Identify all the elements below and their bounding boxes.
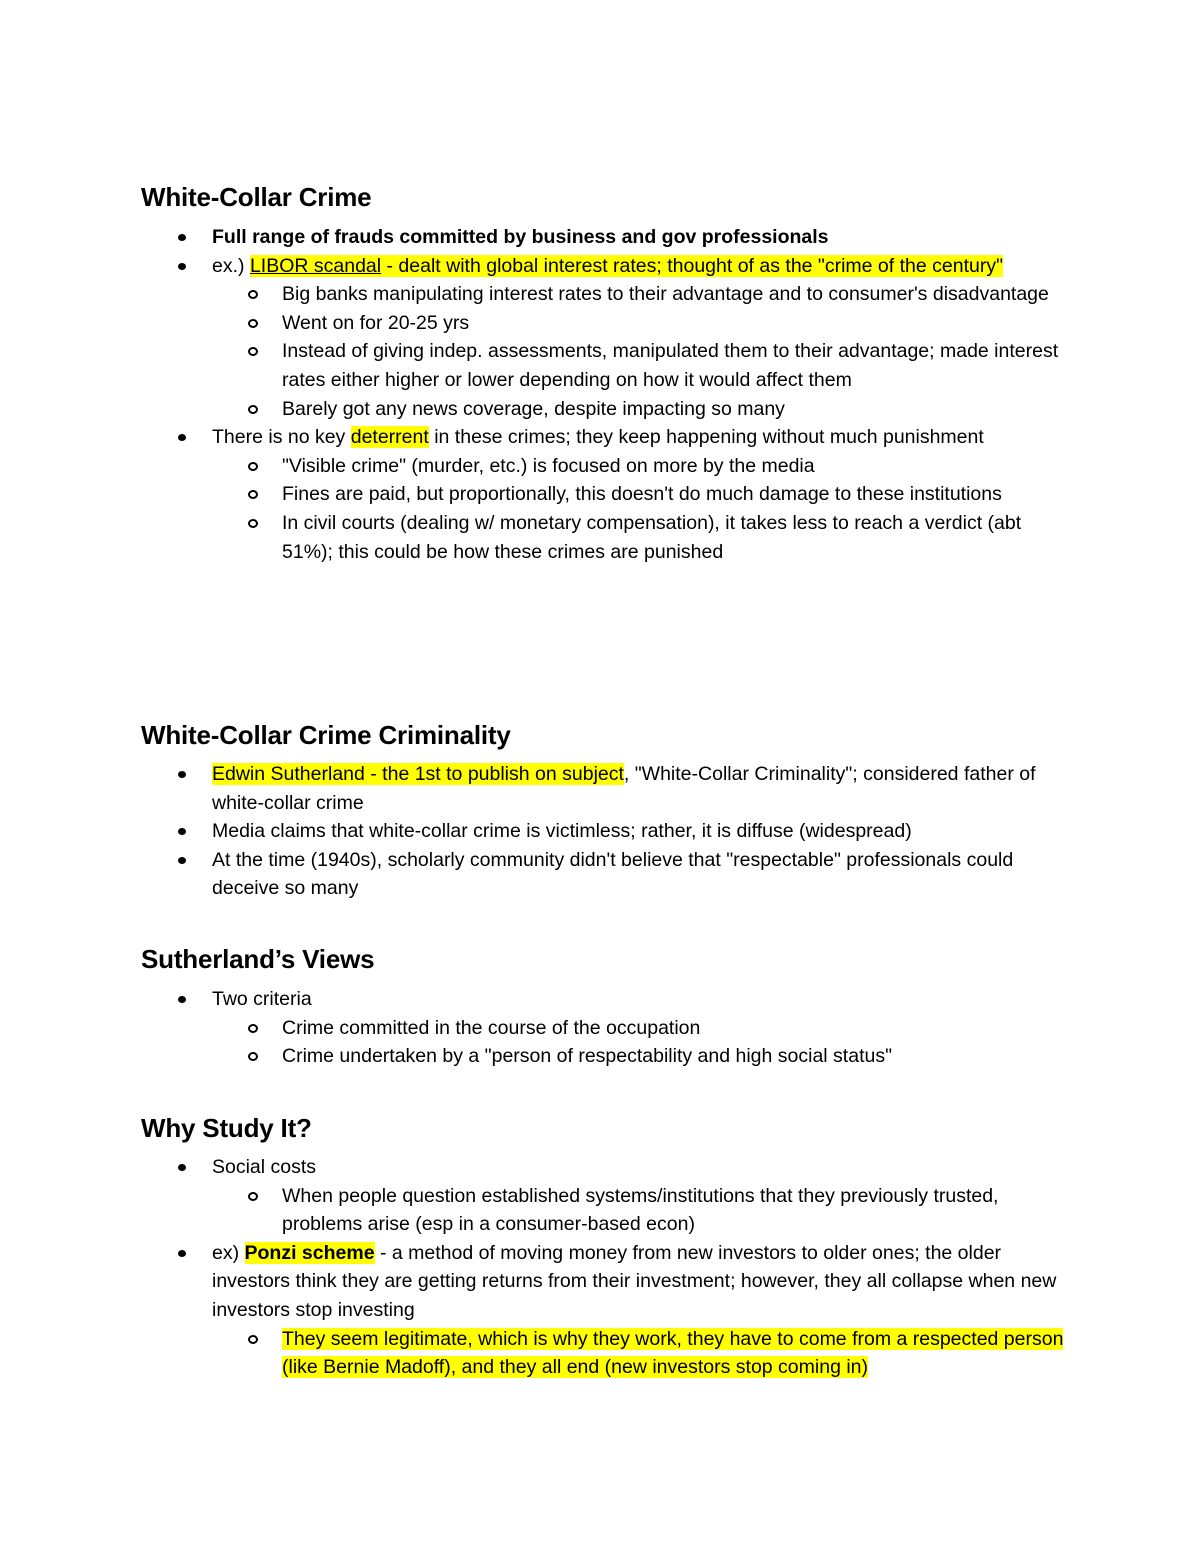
circle-bullet-icon <box>248 519 258 528</box>
list-subitem <box>0 480 1072 509</box>
list-item-text: At the time (1940s), scholarly community didn't believe that "respectable" professionals could deceive so many <box>212 848 1014 900</box>
highlighted-text: Edwin Sutherland - the 1st to publish on subject <box>212 763 624 785</box>
list-subitem <box>0 1042 1072 1071</box>
bullet-icon <box>178 771 186 778</box>
circle-bullet-icon <box>248 490 258 499</box>
list-subitem <box>0 337 1072 394</box>
circle-bullet-icon <box>248 1192 258 1201</box>
list-item-prefix: ex) <box>212 1241 245 1264</box>
circle-bullet-icon <box>248 1052 258 1061</box>
circle-bullet-icon <box>248 1335 258 1344</box>
section-list-sutherlands-views <box>0 985 1200 1071</box>
list-item <box>0 1239 1072 1325</box>
list-subitem-text: Big banks manipulating interest rates to their advantage and to consumer's disadvantage <box>282 283 1049 306</box>
list-item-text: , "White-Collar Criminality"; considered father of white-collar crime <box>212 763 1036 814</box>
circle-bullet-icon <box>248 462 258 471</box>
section-list-white-collar-crime <box>0 223 1200 566</box>
list-subitem <box>0 1182 1072 1239</box>
bullet-icon <box>178 234 186 241</box>
list-item-text: in these crimes; they keep happening without much punishment <box>428 426 984 449</box>
list-item <box>0 817 1072 846</box>
list-subitem-text: In civil courts (dealing w/ monetary compensation), it takes less to reach a verdict (abt 51%); this could be how these crimes are punished <box>282 511 1022 563</box>
list-subitem-text: "Visible crime" (murder, etc.) is focused on more by the media <box>282 454 815 477</box>
libor-scandal-link[interactable]: LIBOR scandal <box>249 254 382 277</box>
bullet-icon <box>178 263 186 270</box>
circle-bullet-icon <box>248 319 258 328</box>
list-subitem <box>0 1014 1072 1043</box>
list-subitem-text: When people question established systems/institutions that they previously trusted, problems arise (esp in a consumer-based econ) <box>282 1184 999 1236</box>
highlighted-text: deterrent <box>350 426 429 449</box>
bullet-icon <box>178 996 186 1003</box>
list-subitem <box>0 509 1072 566</box>
list-item <box>0 1153 1072 1182</box>
list-subitem <box>0 309 1072 338</box>
ponzi-scheme-term: Ponzi scheme <box>244 1241 375 1264</box>
list-subitem <box>0 452 1072 481</box>
circle-bullet-icon <box>248 290 258 299</box>
section-list-why-study-it <box>0 1153 1200 1382</box>
list-item <box>0 252 1072 281</box>
list-subitem <box>0 280 1072 309</box>
list-subitem-text: Went on for 20-25 yrs <box>282 311 470 334</box>
section-list-criminality <box>0 760 1200 903</box>
circle-bullet-icon <box>248 1024 258 1033</box>
list-item-prefix: There is no key <box>212 426 351 449</box>
list-subitem-text: Fines are paid, but proportionally, this doesn't do much damage to these institutions <box>282 483 1002 506</box>
list-item <box>0 985 1072 1014</box>
bullet-icon <box>178 857 186 864</box>
list-item-text: Full range of frauds committed by business and gov professionals <box>212 226 829 248</box>
list-subitem-text: Crime undertaken by a "person of respectability and high social status" <box>282 1045 893 1068</box>
highlighted-text: They seem legitimate, which is why they work, they have to come from a respected person (like Bernie Madoff), and they all end (new investors stop coming in) <box>282 1327 1064 1379</box>
section-heading-sutherlands-views: Sutherland’s Views <box>141 944 375 974</box>
bullet-icon <box>178 1164 186 1171</box>
list-item <box>0 223 1072 252</box>
list-item-text: Media claims that white-collar crime is victimless; rather, it is diffuse (widespread) <box>212 820 912 843</box>
list-subitem <box>0 395 1072 424</box>
list-item <box>0 846 1072 903</box>
list-item-text: Two criteria <box>212 988 312 1010</box>
bullet-icon <box>178 434 186 441</box>
section-heading-why-study-it: Why Study It? <box>141 1113 312 1143</box>
highlighted-text: - dealt with global interest rates; thought of as the "crime of the century" <box>381 254 1004 277</box>
list-subitem <box>0 1325 1072 1382</box>
list-subitem-text: Crime committed in the course of the occupation <box>282 1016 701 1039</box>
list-item-text: Social costs <box>212 1156 317 1178</box>
section-heading-white-collar-crime: White-Collar Crime <box>141 182 372 212</box>
circle-bullet-icon <box>248 405 258 414</box>
list-item <box>0 760 1072 817</box>
list-subitem-text: Barely got any news coverage, despite impacting so many <box>282 397 785 420</box>
list-item-prefix: ex.) <box>212 254 250 277</box>
section-heading-criminality: White-Collar Crime Criminality <box>141 720 511 750</box>
list-item-text: - a method of moving money from new investors to older ones; the older investors think they are getting returns from their investment; however, they all collapse when new investors stop investing <box>212 1241 1057 1321</box>
list-subitem-text: Instead of giving indep. assessments, manipulated them to their advantage; made interest rates either higher or lower depending on how it would affect them <box>282 340 1059 391</box>
list-item <box>0 423 1072 452</box>
bullet-icon <box>178 828 186 835</box>
bullet-icon <box>178 1250 186 1257</box>
circle-bullet-icon <box>248 347 258 356</box>
